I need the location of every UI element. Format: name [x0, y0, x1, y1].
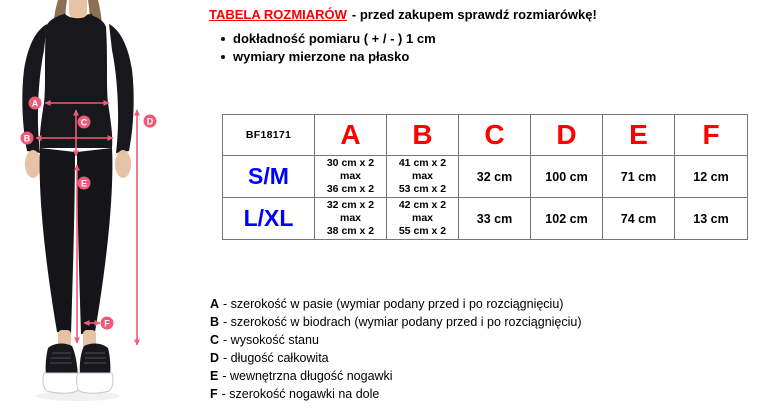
cell-lxl-b: [387, 198, 459, 240]
measurement-legend: [210, 295, 582, 403]
legend-text: - szerokość w biodrach (wymiar podany przed i po rozciągnięciu): [223, 315, 582, 329]
legend-text: - szerokość nogawki na dole: [221, 387, 380, 401]
legend-text: - długość całkowita: [223, 351, 329, 365]
sole-left: [43, 373, 79, 393]
legend-item-d: [210, 349, 582, 367]
page-title: [209, 7, 597, 22]
note-text: wymiary mierzone na płasko: [233, 49, 410, 64]
legend-letter: E: [210, 369, 219, 383]
cell-lxl-c: 33 cm: [459, 198, 531, 240]
legend-item-c: [210, 331, 582, 349]
cell-line: 32 cm x 2: [326, 199, 375, 211]
badge-letter-b: B: [23, 133, 31, 144]
neck: [69, 0, 87, 20]
sneaker-left: [46, 344, 78, 376]
notes-list: [221, 30, 436, 66]
title-highlight: TABELA ROZMIARÓW: [209, 7, 347, 22]
cell-line: 41 cm x 2: [398, 157, 447, 169]
legend-letter: F: [210, 387, 218, 401]
column-header-f: F: [675, 115, 748, 156]
legend-letter: A: [210, 297, 220, 311]
cell-line: max: [339, 170, 361, 182]
sleeve-right: [109, 24, 134, 153]
badge-letter-d: D: [146, 116, 154, 127]
note-item: [221, 30, 436, 48]
cell-sm-c: 32 cm: [459, 156, 531, 198]
hand-left: [25, 150, 41, 178]
cell-lxl-d: 102 cm: [531, 198, 603, 240]
column-header-d: D: [531, 115, 603, 156]
cell-line: 55 cm x 2: [398, 225, 447, 237]
legend-item-b: [210, 313, 582, 331]
note-text: dokładność pomiaru ( + / - ) 1 cm: [233, 31, 436, 46]
column-header-b: B: [387, 115, 459, 156]
cell-sm-b: [387, 156, 459, 198]
size-label: L/XL: [223, 198, 315, 240]
cell-line: max: [411, 212, 433, 224]
legging-left: [40, 148, 75, 334]
size-table: [222, 114, 748, 240]
legend-letter: B: [210, 315, 220, 329]
title-suffix: - przed zakupem sprawdź rozmiarówkę!: [351, 7, 597, 22]
badge-letter-a: A: [31, 98, 39, 109]
model-photo: [0, 0, 200, 413]
cell-line: 38 cm x 2: [326, 225, 375, 237]
sneaker-right: [80, 344, 111, 376]
cell-sm-f: 12 cm: [675, 156, 748, 198]
cell-line: 42 cm x 2: [398, 199, 447, 211]
bullet-dot: [221, 37, 225, 41]
cell-line: max: [411, 170, 433, 182]
legend-text: - wewnętrzna długość nogawki: [222, 369, 393, 383]
legging-right: [77, 148, 112, 334]
legend-item-f: [210, 385, 582, 403]
cell-sm-a: [315, 156, 387, 198]
legend-text: - wysokość stanu: [223, 333, 319, 347]
column-header-a: A: [315, 115, 387, 156]
legend-item-a: [210, 295, 582, 313]
table-row-lxl: [223, 198, 748, 240]
legend-letter: D: [210, 351, 220, 365]
badge-letter-c: C: [80, 117, 88, 128]
legend-item-e: [210, 367, 582, 385]
note-item: [221, 48, 436, 66]
column-header-e: E: [603, 115, 675, 156]
cell-lxl-f: 13 cm: [675, 198, 748, 240]
cell-lxl-a: [315, 198, 387, 240]
table-header-row: [223, 115, 748, 156]
floor-shadow: [36, 391, 120, 401]
legend-letter: C: [210, 333, 220, 347]
sole-right: [77, 373, 113, 393]
hand-right: [115, 150, 131, 178]
badge-letter-e: E: [80, 178, 88, 189]
cell-line: 36 cm x 2: [326, 183, 375, 195]
cell-sm-d: 100 cm: [531, 156, 603, 198]
cell-line: max: [339, 212, 361, 224]
cell-line: 53 cm x 2: [398, 183, 447, 195]
size-label: S/M: [223, 156, 315, 198]
cell-lxl-e: 74 cm: [603, 198, 675, 240]
cell-line: 30 cm x 2: [326, 157, 375, 169]
legend-text: - szerokość w pasie (wymiar podany przed i po rozciągnięciu): [223, 297, 564, 311]
badge-letter-f: F: [104, 318, 110, 329]
model-figure: [22, 0, 133, 401]
column-header-c: C: [459, 115, 531, 156]
cell-sm-e: 71 cm: [603, 156, 675, 198]
bullet-dot: [221, 55, 225, 59]
table-row-sm: [223, 156, 748, 198]
product-code: BF18171: [223, 115, 315, 156]
